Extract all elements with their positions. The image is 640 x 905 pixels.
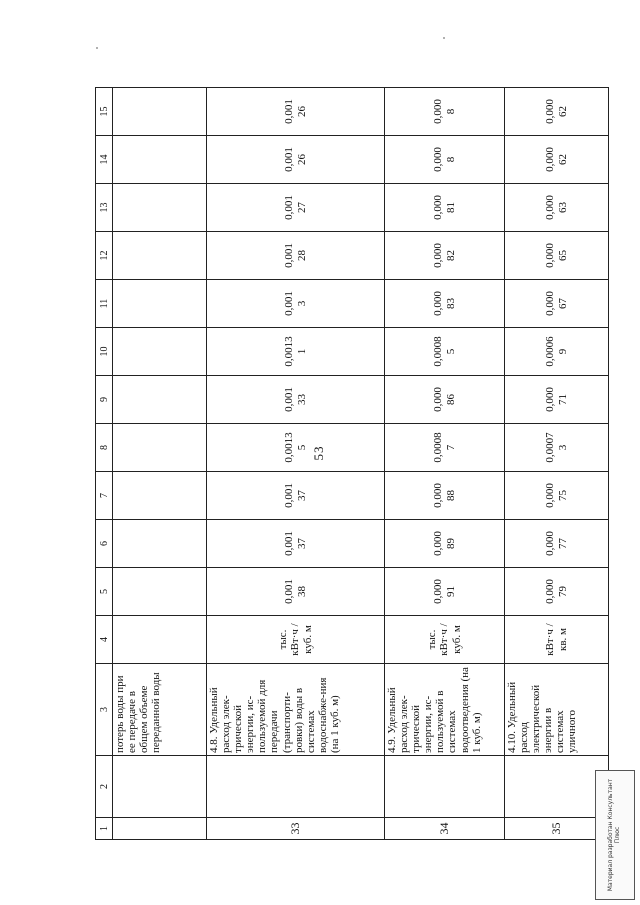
value-cell: [113, 376, 207, 424]
unit-cell: [113, 616, 207, 664]
value-cell: 0,000 63: [505, 184, 609, 232]
value-cell: [113, 568, 207, 616]
indicator-name: 4.9. Удельный расход элек-трической энергии, ис-пользуемой в системах водоотведения (на 1 куб. м): [385, 664, 505, 756]
scan-speck: [443, 37, 445, 39]
value-cell: 0,000 62: [505, 136, 609, 184]
value-cell: [113, 232, 207, 280]
col2-cell: [505, 756, 609, 818]
value-cell: 0,000 89: [385, 520, 505, 568]
value-cell: 0,001 38: [207, 568, 385, 616]
row-number: 35: [505, 818, 609, 840]
header-cell: 7: [96, 472, 113, 520]
table-body: [113, 88, 609, 840]
value-cell: [113, 184, 207, 232]
value-cell: 0,000 8: [385, 88, 505, 136]
value-cell: 0,001 26: [207, 88, 385, 136]
scan-speck: [96, 47, 98, 49]
value-cell: 0,000 77: [505, 520, 609, 568]
value-cell: [113, 280, 207, 328]
value-cell: 0,001 27: [207, 184, 385, 232]
value-cell: 0,0006 9: [505, 328, 609, 376]
indicator-name: потерь воды при ее передаче в общем объеме переданной воды: [113, 664, 207, 756]
stamp-text: Материал разработан Консультант Плюс: [607, 778, 621, 892]
header-cell: 11: [96, 280, 113, 328]
value-cell: 0,001 26: [207, 136, 385, 184]
value-cell: [113, 328, 207, 376]
table-row-35: [505, 88, 609, 840]
row-number: 34: [385, 818, 505, 840]
col2-cell: [113, 756, 207, 818]
value-cell: 0,000 79: [505, 568, 609, 616]
unit-cell: кВт·ч /кв. м: [505, 616, 609, 664]
value-cell: 0,0007 3: [505, 424, 609, 472]
value-cell: 0,001 37: [207, 520, 385, 568]
unit-cell: тыс. кВт·ч /куб. м: [385, 616, 505, 664]
header-cell: 12: [96, 232, 113, 280]
value-cell: 0,001 37: [207, 472, 385, 520]
value-cell: [113, 472, 207, 520]
header-cell: 10: [96, 328, 113, 376]
col2-cell: [207, 756, 385, 818]
value-cell: 0,0008 7: [385, 424, 505, 472]
header-cell: 3: [96, 664, 113, 756]
value-cell: 0,000 83: [385, 280, 505, 328]
value-cell: 0,0008 5: [385, 328, 505, 376]
value-cell: 0,000 82: [385, 232, 505, 280]
value-cell: 0,000 81: [385, 184, 505, 232]
header-cell: 15: [96, 88, 113, 136]
table-row-33: [207, 88, 385, 840]
rotated-table-wrapper: [95, 90, 605, 840]
value-cell: 0,000 65: [505, 232, 609, 280]
indicator-name: 4.10. Удельный расход электрической энергии в системах уличного: [505, 664, 609, 756]
table-header: [96, 88, 113, 840]
header-cell: 9: [96, 376, 113, 424]
value-cell: 0,000 88: [385, 472, 505, 520]
header-cell: 8: [96, 424, 113, 472]
value-cell: 0,000 86: [385, 376, 505, 424]
value-cell: 0,000 91: [385, 568, 505, 616]
value-cell: 0,001 28: [207, 232, 385, 280]
value-cell: [113, 424, 207, 472]
value-cell: 0,000 75: [505, 472, 609, 520]
header-row: [96, 88, 113, 840]
page-number: 53: [311, 445, 326, 461]
indicator-name: 4.8. Удельный расход элек-трической энергии, ис-пользуемой для передачи (транспорти-ровки) воды в системах водоснабже-ния (на 1 куб. м): [207, 664, 385, 756]
header-cell: 13: [96, 184, 113, 232]
value-cell: 0,0013 5: [207, 424, 385, 472]
value-cell: 0,001 33: [207, 376, 385, 424]
value-cell: 0,000 62: [505, 88, 609, 136]
value-cell: 0,000 67: [505, 280, 609, 328]
value-cell: 0,000 8: [385, 136, 505, 184]
col2-cell: [385, 756, 505, 818]
row-number: [113, 818, 207, 840]
value-cell: 0,001 3: [207, 280, 385, 328]
row-number: 33: [207, 818, 385, 840]
header-cell: 4: [96, 616, 113, 664]
value-cell: 0,000 71: [505, 376, 609, 424]
table-row-34: [385, 88, 505, 840]
header-cell: 6: [96, 520, 113, 568]
header-cell: 1: [96, 818, 113, 840]
header-cell: 14: [96, 136, 113, 184]
value-cell: [113, 520, 207, 568]
table-row-continuation: [113, 88, 207, 840]
unit-cell: тыс. кВт·ч /куб. м: [207, 616, 385, 664]
value-cell: [113, 88, 207, 136]
value-cell: [113, 136, 207, 184]
watermark-stamp: [595, 770, 635, 900]
value-cell: 0,0013 1: [207, 328, 385, 376]
indicator-table: [95, 87, 609, 840]
header-cell: 5: [96, 568, 113, 616]
header-cell: 2: [96, 756, 113, 818]
